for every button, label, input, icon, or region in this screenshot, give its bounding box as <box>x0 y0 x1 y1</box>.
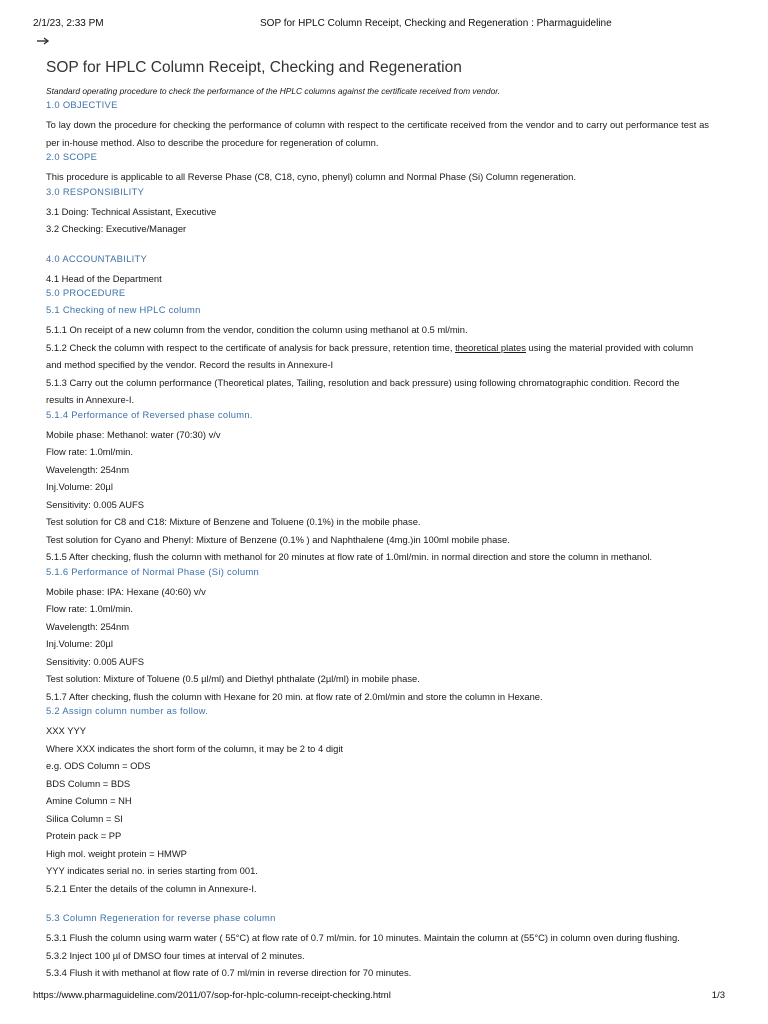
column-code-ods: e.g. ODS Column = ODS <box>46 760 151 771</box>
column-code-bds: BDS Column = BDS <box>46 777 131 789</box>
subsection-column-number-heading: 5.2 Assign column number as follow. <box>46 705 209 716</box>
step-5-3-2: 5.3.2 Inject 100 µl of DMSO four times at interval of 2 minutes. <box>46 949 305 961</box>
section-objective-heading: 1.0 OBJECTIVE <box>46 99 118 110</box>
np-inj-volume: Inj.Volume: 20µl <box>46 638 113 649</box>
responsibility-checking: 3.2 Checking: Executive/Manager <box>46 223 187 234</box>
column-number-yyy: YYY indicates serial no. in series starting from 001. <box>46 865 258 876</box>
step-5-3-4: 5.3.4 Flush it with methanol at flow rate of 0.7 ml/min in reverse direction for 70 minutes. <box>46 967 412 978</box>
section-procedure-heading: 5.0 PROCEDURE <box>46 287 126 298</box>
rp-flow-rate: Flow rate: 1.0ml/min. <box>46 446 134 457</box>
np-test-solution: Test solution: Mixture of Toluene (0.5 µl/ml) and Diethyl phthalate (2µl/ml) in mobile phase. <box>46 673 420 684</box>
step-5-3-1: 5.3.1 Flush the column using warm water ( 55°C) at flow rate of 0.7 ml/min. for 10 minutes. Maintain the column at (55°C) in column oven during flushing. <box>46 932 680 943</box>
step-5-1-1: 5.1.1 On receipt of a new column from the vendor, condition the column using methanol at 0.5 ml/min. <box>46 324 468 335</box>
step-5-1-2: 5.1.2 Check the column with respect to the certificate of analysis for back pressure, retention time, theoretical plates using the material provided with column and method specified by the vendor. Record the results in Annexure-I <box>46 341 694 370</box>
rp-inj-volume: Inj.Volume: 20µl <box>46 481 113 492</box>
column-code-silica: Silica Column = SI <box>46 812 123 824</box>
section-responsibility-heading: 3.0 RESPONSIBILITY <box>46 185 145 197</box>
column-number-where: Where XXX indicates the short form of the column, it may be 2 to 4 digit <box>46 742 344 754</box>
rp-mobile-phase: Mobile phase: Methanol: water (70:30) v/v <box>46 428 221 440</box>
column-code-hmwp: High mol. weight protein = HMWP <box>46 847 187 859</box>
theoretical-plates-link[interactable]: theoretical plates <box>455 341 526 353</box>
np-mobile-phase: Mobile phase: IPA: Hexane (40:60) v/v <box>46 585 206 597</box>
accountability-text: 4.1 Head of the Department <box>46 272 162 284</box>
subsection-normal-phase-heading: 5.1.6 Performance of Normal Phase (Si) column <box>46 565 260 577</box>
scope-text: This procedure is applicable to all Reverse Phase (C8, C18, cyno, phenyl) column and Normal Phase (Si) Column regeneration. <box>46 171 576 182</box>
column-code-protein: Protein pack = PP <box>46 830 122 841</box>
column-number-format: XXX YYY <box>46 725 86 736</box>
subsection-checking-heading: 5.1 Checking of new HPLC column <box>46 304 201 315</box>
subsection-reversed-phase-heading: 5.1.4 Performance of Reversed phase column. <box>46 408 253 420</box>
doc-content <box>46 86 709 982</box>
print-datetime: 2/1/23, 2:33 PM <box>33 18 104 29</box>
step-5-1-3: 5.1.3 Carry out the column performance (Theoretical plates, Tailing, resolution and back pressure) using following chromatographic condition. Record the results in Annexure-I. <box>46 376 680 405</box>
rp-test-c8-c18: Test solution for C8 and C18: Mixture of Benzene and Toluene (0.1%) in the mobile phase. <box>46 516 421 527</box>
np-flow-rate: Flow rate: 1.0ml/min. <box>46 603 134 614</box>
np-wavelength: Wavelength: 254nm <box>46 620 130 632</box>
intro-text: Standard operating procedure to check the performance of the HPLC columns against the certificate received from vendor. <box>46 86 501 96</box>
print-footer <box>33 990 725 1004</box>
step-5-1-5: 5.1.5 After checking, flush the column with methanol for 20 minutes at flow rate of 1.0ml/min. in normal direction and store the column in methanol. <box>46 551 653 562</box>
footer-url[interactable]: https://www.pharmaguideline.com/2011/07/sop-for-hplc-column-receipt-checking.html <box>33 990 391 1001</box>
doc-title: SOP for HPLC Column Receipt, Checking and Regeneration <box>46 59 462 76</box>
objective-text: To lay down the procedure for checking the performance of column with respect to the certificate received from the vendor and to carry out performance test as per in-house method. Also to describe the procedure for regeneration of column. <box>46 119 709 148</box>
print-page-title: SOP for HPLC Column Receipt, Checking and Regeneration : Pharmaguideline <box>260 18 612 29</box>
section-accountability-heading: 4.0 ACCOUNTABILITY <box>46 252 148 264</box>
rp-test-cyano-phenyl: Test solution for Cyano and Phenyl: Mixture of Benzene (0.1% ) and Naphthalene (4mg.)in 100ml mobile phase. <box>46 533 510 545</box>
rp-wavelength: Wavelength: 254nm <box>46 463 130 475</box>
section-scope-heading: 2.0 SCOPE <box>46 151 98 162</box>
step-5-2-1: 5.2.1 Enter the details of the column in Annexure-I. <box>46 882 257 894</box>
right-arrow-icon <box>36 37 50 47</box>
step-5-1-7: 5.1.7 After checking, flush the column with Hexane for 20 min. at flow rate of 2.0ml/min and store the column in Hexane. <box>46 690 543 702</box>
responsibility-doing: 3.1 Doing: Technical Assistant, Executive <box>46 205 217 217</box>
footer-page-number: 1/3 <box>711 990 725 1001</box>
subsection-regeneration-heading: 5.3 Column Regeneration for reverse phase column <box>46 912 276 923</box>
np-sensitivity: Sensitivity: 0.005 AUFS <box>46 655 144 667</box>
column-code-amine: Amine Column = NH <box>46 795 132 806</box>
print-header <box>33 18 735 32</box>
rp-sensitivity: Sensitivity: 0.005 AUFS <box>46 498 144 510</box>
